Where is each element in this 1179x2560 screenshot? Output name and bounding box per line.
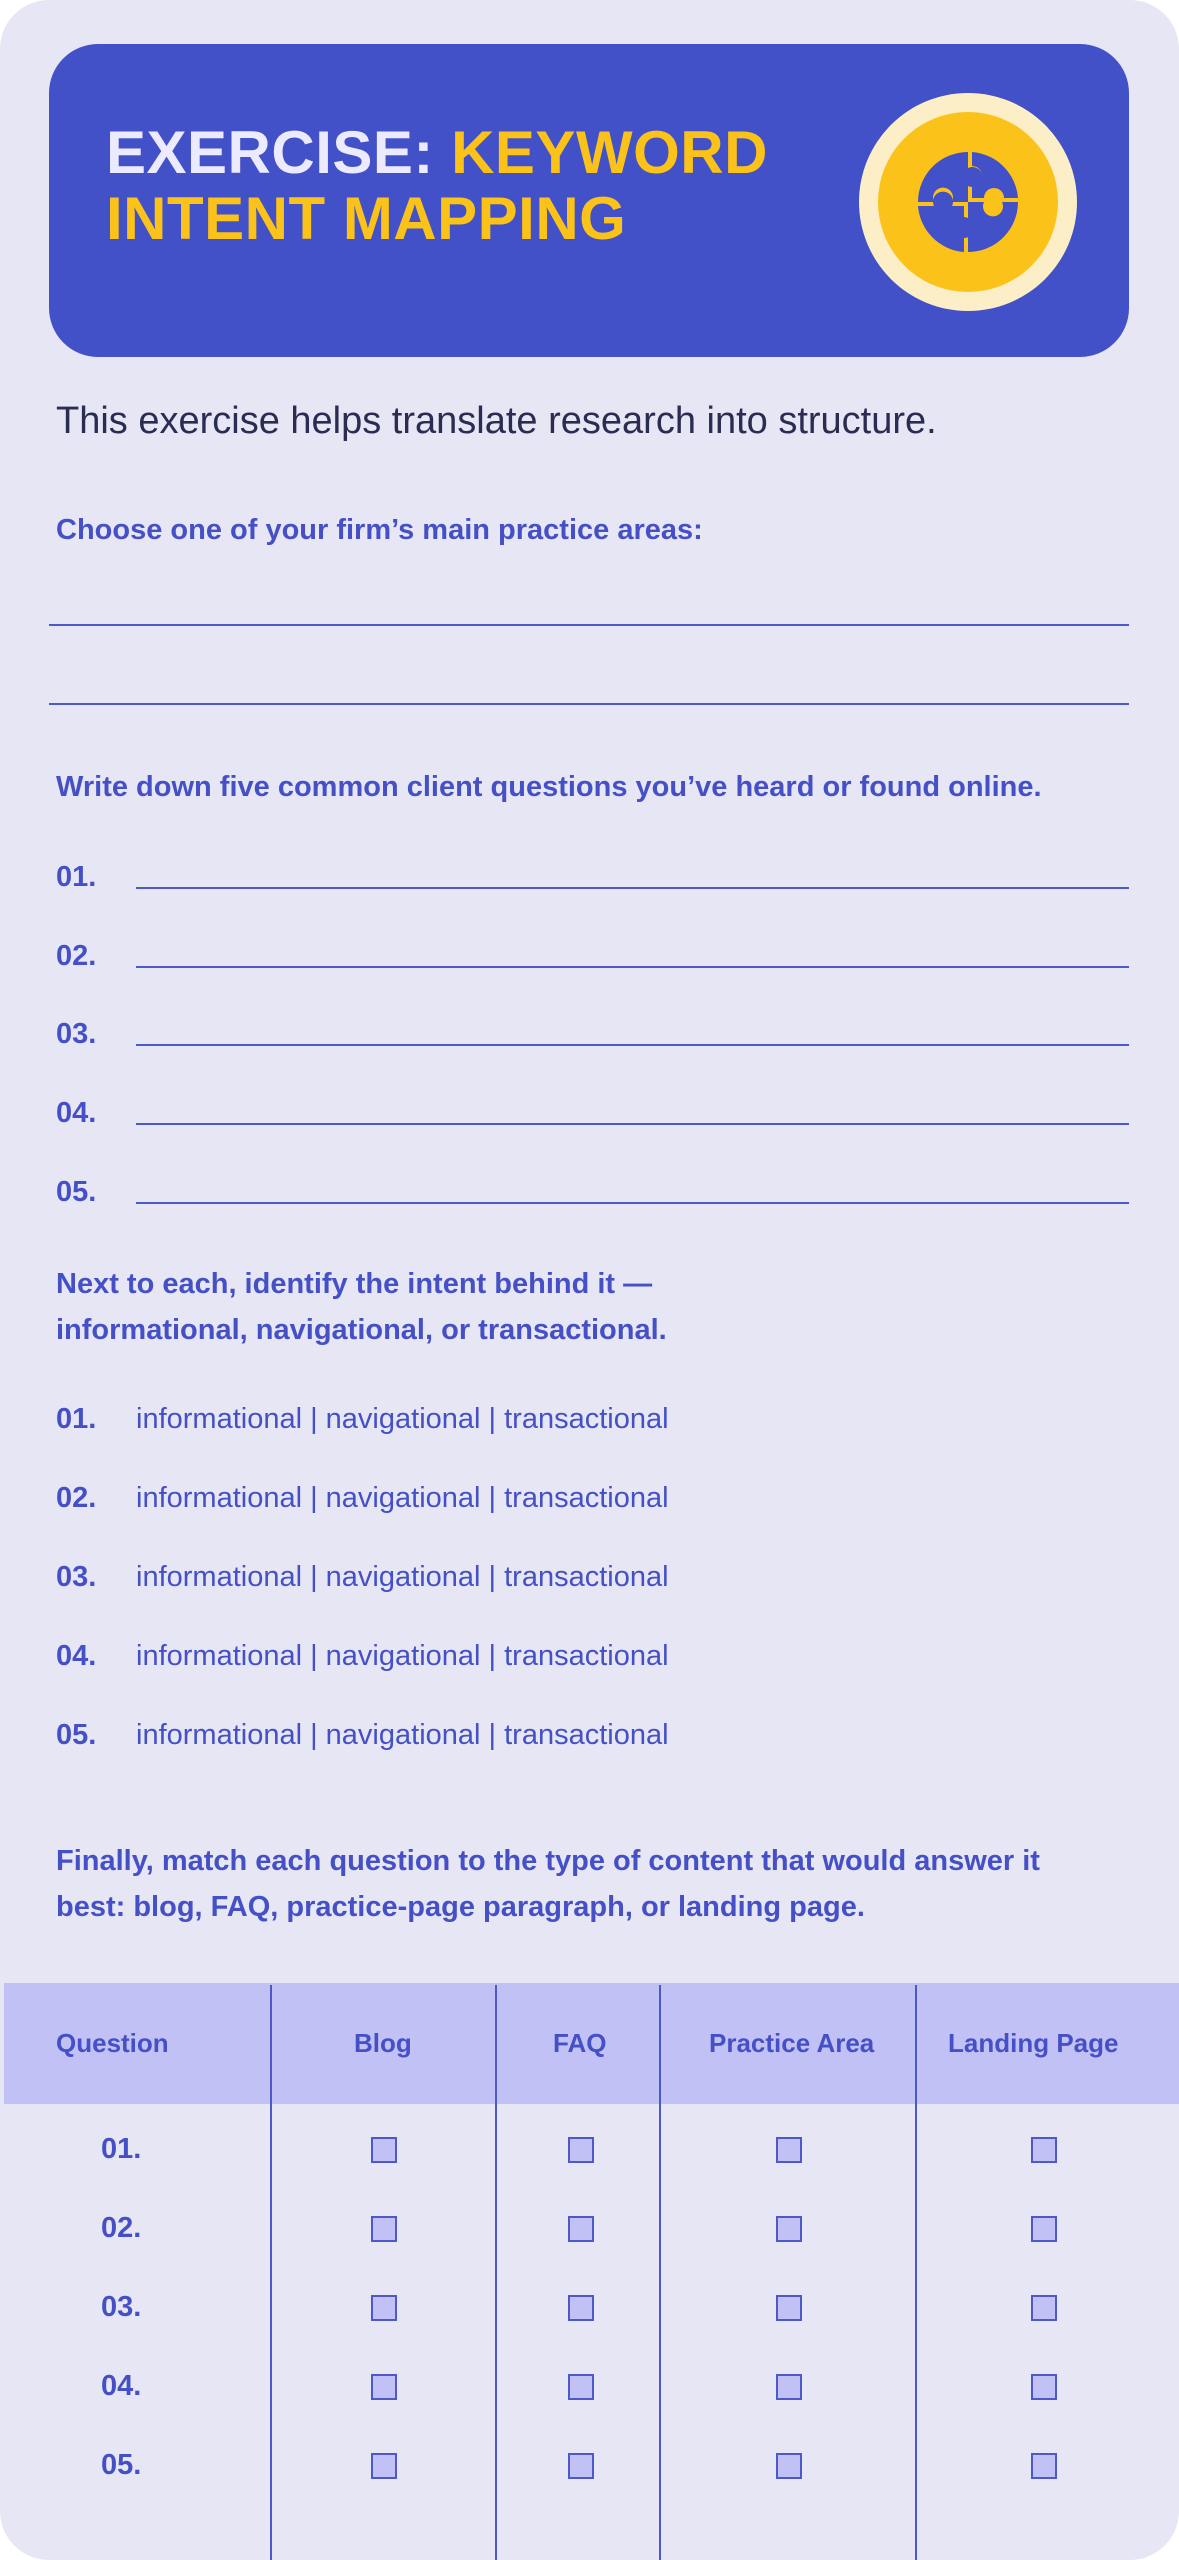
questions-prompt: Write down five common client questions you’ve heard or found online. — [56, 771, 1042, 803]
content-match-prompt-line-1: Finally, match each question to the type of content that would answer it — [56, 1845, 1040, 1877]
intent-prompt-line-2: informational, navigational, or transactional. — [56, 1314, 667, 1346]
checkbox-practice-area[interactable] — [776, 2453, 802, 2479]
column-divider — [915, 1985, 917, 2560]
checkbox-faq[interactable] — [568, 2453, 594, 2479]
intent-prompt — [56, 1261, 667, 1353]
checkbox-landing-page[interactable] — [1031, 2216, 1057, 2242]
checkbox-blog[interactable] — [371, 2453, 397, 2479]
intro-text: This exercise helps translate research into structure. — [56, 400, 937, 442]
table-row-number: 01. — [101, 2133, 142, 2165]
intent-options[interactable]: informational | navigational | transactional — [136, 1640, 669, 1672]
badge-inner — [878, 112, 1058, 292]
checkbox-practice-area[interactable] — [776, 2137, 802, 2163]
column-header-landing-page: Landing Page — [948, 2028, 1119, 2058]
intent-number: 02. — [56, 1482, 97, 1514]
intent-number: 05. — [56, 1719, 97, 1751]
header-banner — [49, 44, 1129, 357]
column-header-faq: FAQ — [553, 2028, 607, 2058]
question-line-2[interactable] — [136, 966, 1129, 968]
question-line-3[interactable] — [136, 1044, 1129, 1046]
checkbox-landing-page[interactable] — [1031, 2374, 1057, 2400]
title-keyword: KEYWORD — [451, 119, 768, 186]
practice-area-prompt: Choose one of your firm’s main practice areas: — [56, 514, 703, 546]
intent-options[interactable]: informational | navigational | transactional — [136, 1719, 669, 1751]
checkbox-faq[interactable] — [568, 2374, 594, 2400]
checkbox-practice-area[interactable] — [776, 2216, 802, 2242]
checkbox-faq[interactable] — [568, 2137, 594, 2163]
question-line-1[interactable] — [136, 887, 1129, 889]
column-header-blog: Blog — [354, 2028, 412, 2058]
practice-area-line-1[interactable] — [49, 624, 1129, 626]
content-match-prompt-line-2: best: blog, FAQ, practice-page paragraph, or landing page. — [56, 1891, 865, 1923]
practice-area-line-2[interactable] — [49, 703, 1129, 705]
intent-number: 03. — [56, 1561, 97, 1593]
content-match-prompt — [56, 1838, 1040, 1930]
question-number: 04. — [56, 1097, 97, 1129]
table-row-number: 04. — [101, 2370, 142, 2402]
column-divider — [659, 1985, 661, 2560]
intent-prompt-line-1: Next to each, identify the intent behind it — — [56, 1268, 653, 1300]
intent-options[interactable]: informational | navigational | transactional — [136, 1561, 669, 1593]
intent-options[interactable]: informational | navigational | transactional — [136, 1482, 669, 1514]
page-title — [106, 120, 768, 252]
question-number: 01. — [56, 861, 97, 893]
checkbox-landing-page[interactable] — [1031, 2453, 1057, 2479]
checkbox-practice-area[interactable] — [776, 2374, 802, 2400]
question-number: 05. — [56, 1176, 97, 1208]
table-row-number: 02. — [101, 2212, 142, 2244]
question-line-4[interactable] — [136, 1123, 1129, 1125]
checkbox-blog[interactable] — [371, 2137, 397, 2163]
title-rest: INTENT MAPPING — [106, 185, 627, 252]
question-number: 03. — [56, 1018, 97, 1050]
checkbox-blog[interactable] — [371, 2295, 397, 2321]
checkbox-blog[interactable] — [371, 2216, 397, 2242]
checkbox-blog[interactable] — [371, 2374, 397, 2400]
table-row-number: 03. — [101, 2291, 142, 2323]
puzzle-icon — [914, 148, 1022, 256]
checkbox-landing-page[interactable] — [1031, 2295, 1057, 2321]
column-header-question: Question — [56, 2028, 169, 2058]
intent-number: 01. — [56, 1403, 97, 1435]
checkbox-faq[interactable] — [568, 2295, 594, 2321]
column-divider — [495, 1985, 497, 2560]
checkbox-landing-page[interactable] — [1031, 2137, 1057, 2163]
checkbox-faq[interactable] — [568, 2216, 594, 2242]
intent-options[interactable]: informational | navigational | transactional — [136, 1403, 669, 1435]
checkbox-practice-area[interactable] — [776, 2295, 802, 2321]
column-divider — [270, 1985, 272, 2560]
question-line-5[interactable] — [136, 1202, 1129, 1204]
question-number: 02. — [56, 940, 97, 972]
column-header-practice-area: Practice Area — [709, 2028, 875, 2058]
intent-number: 04. — [56, 1640, 97, 1672]
title-prefix: EXERCISE: — [106, 119, 452, 186]
badge — [859, 93, 1077, 311]
table-row-number: 05. — [101, 2449, 142, 2481]
